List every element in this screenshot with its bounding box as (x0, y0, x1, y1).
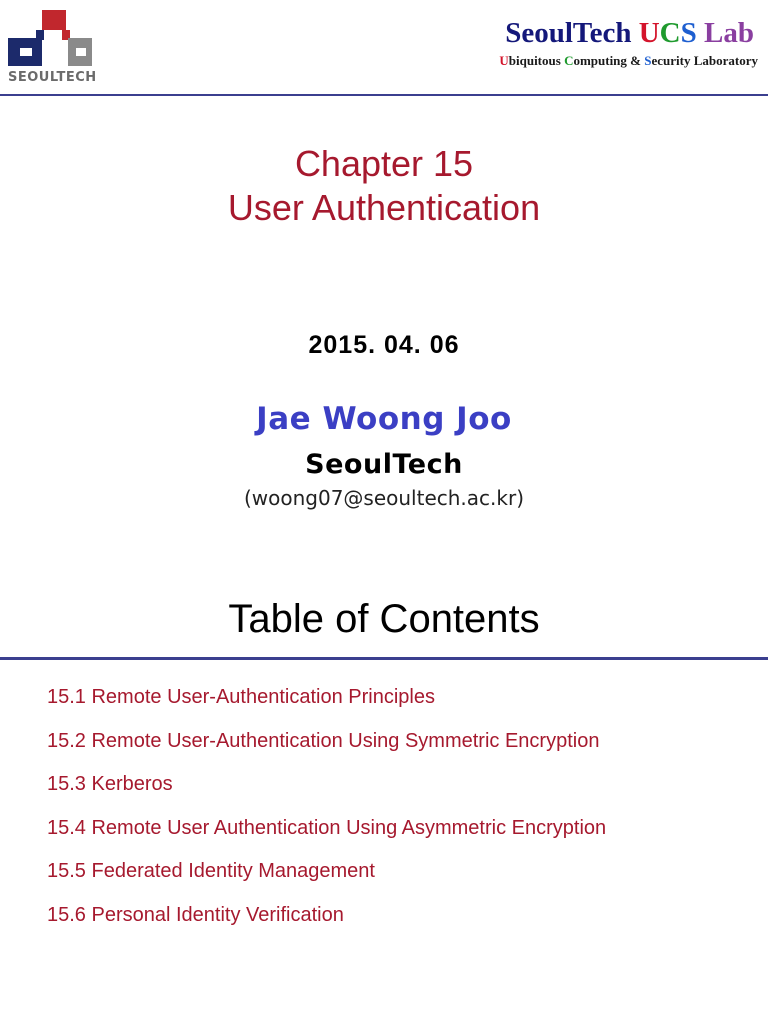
toc-item: 15.1 Remote User-Authentication Principles (47, 686, 435, 708)
lab-subtitle-s: S (644, 53, 652, 68)
lab-subtitle-u: U (499, 53, 509, 68)
toc-list (47, 685, 606, 946)
author-organization: SeoulTech (305, 449, 463, 480)
lab-title (505, 16, 754, 50)
lab-title-c: C (659, 17, 681, 49)
toc-item: 15.2 Remote User-Authentication Using Symmetric Encryption (47, 729, 600, 752)
chapter-number: Chapter 15 (294, 143, 474, 184)
toc-item: 15.5 Federated Identity Management (47, 860, 375, 882)
lab-subtitle-computing: omputing & (573, 53, 645, 68)
lab-title-s: S (680, 17, 697, 49)
toc-heading: Table of Contents (228, 597, 540, 641)
lab-title-u: U (638, 17, 660, 49)
lab-subtitle-c: C (564, 53, 574, 68)
lab-subtitle (499, 53, 758, 69)
toc-item: 15.6 Personal Identity Verification (47, 903, 344, 926)
author-email: (woong07@seoultech.ac.kr) (243, 486, 525, 510)
header-divider (0, 94, 768, 96)
lab-title-lab: Lab (696, 17, 754, 49)
presentation-date: 2015. 04. 06 (308, 331, 460, 359)
chapter-title: User Authentication (227, 187, 541, 228)
author-name: Jae Woong Joo (256, 401, 512, 437)
lab-subtitle-security: ecurity Laboratory (651, 53, 758, 68)
lab-subtitle-ubiquitous: biquitous (508, 53, 565, 68)
lab-title-seoultech: SeoulTech (505, 17, 639, 49)
seoultech-logo-icon (6, 8, 94, 70)
toc-item: 15.4 Remote User Authentication Using Asymmetric Encryption (47, 816, 607, 839)
toc-divider (0, 657, 768, 660)
slide-title (0, 142, 768, 230)
seoultech-logo-text: SEOULTECH (8, 70, 97, 85)
toc-item: 15.3 Kerberos (47, 773, 173, 795)
